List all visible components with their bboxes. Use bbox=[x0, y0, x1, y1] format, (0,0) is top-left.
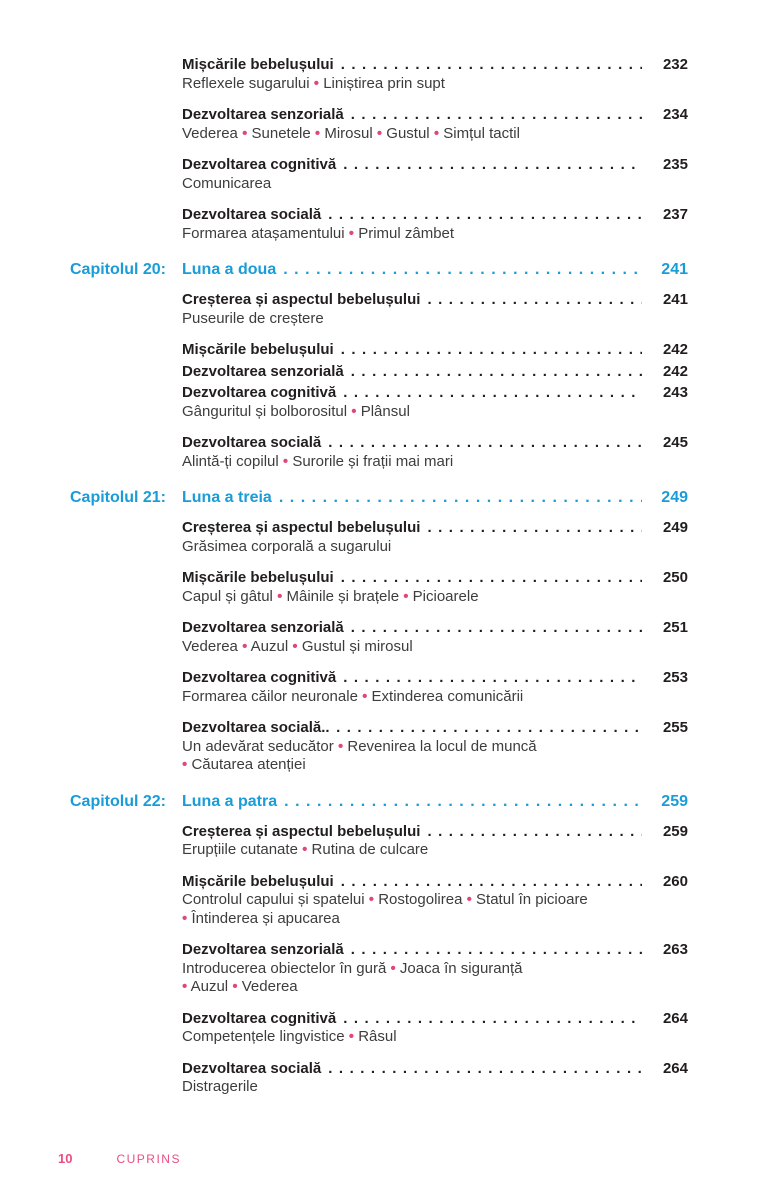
toc-entry bbox=[182, 823, 688, 860]
leader-dots bbox=[427, 823, 642, 842]
leader-dots bbox=[328, 434, 642, 453]
subtitle-text: Vederea bbox=[182, 124, 238, 142]
toc-entry bbox=[182, 291, 688, 328]
chapter-heading bbox=[70, 792, 688, 812]
entry-page-number: 251 bbox=[662, 619, 688, 636]
toc-entry bbox=[182, 569, 688, 606]
toc-entry-row bbox=[182, 341, 688, 360]
chapter-label: Capitolul 22: bbox=[70, 792, 167, 810]
subtitle-bullet-icon: • bbox=[433, 124, 440, 142]
toc-section bbox=[70, 488, 688, 775]
toc bbox=[70, 56, 688, 1110]
toc-entry-row bbox=[182, 56, 688, 75]
chapter-title: Luna a patra bbox=[182, 792, 278, 810]
subtitle-bullet-icon: • bbox=[313, 74, 320, 92]
leader-dots bbox=[427, 291, 642, 310]
entry-page-number: 255 bbox=[662, 719, 688, 736]
chapter-page-number: 241 bbox=[661, 261, 688, 278]
toc-entry bbox=[182, 669, 688, 706]
subtitle-text: Puseurile de creștere bbox=[182, 309, 324, 327]
toc-entry bbox=[182, 384, 688, 421]
subtitle-text: Auzul bbox=[190, 978, 229, 995]
toc-entry-row bbox=[182, 1060, 688, 1079]
subtitle-text: Capul și gâtul bbox=[182, 587, 273, 605]
entry-title: Dezvoltarea senzorială bbox=[182, 362, 344, 380]
toc-entry-row bbox=[182, 106, 688, 125]
subtitle-text: Extinderea comunicării bbox=[371, 687, 524, 705]
entry-subtitle-line bbox=[182, 841, 688, 860]
entry-title: Creșterea și aspectul bebelușului bbox=[182, 519, 421, 536]
subtitle-text: Vederea bbox=[182, 637, 238, 655]
subtitle-text: Comunicarea bbox=[182, 174, 272, 192]
subtitle-text: Reflexele sugarului bbox=[182, 74, 310, 92]
subtitle-bullet-icon: • bbox=[242, 637, 248, 655]
leader-dots bbox=[341, 873, 642, 892]
entry-page-number: 237 bbox=[662, 206, 688, 223]
chapter-label: Capitolul 21: bbox=[70, 489, 167, 506]
entry-page-number: 241 bbox=[662, 291, 688, 308]
toc-entry-row bbox=[182, 941, 688, 960]
entry-page-number: 259 bbox=[662, 822, 688, 840]
entry-subtitle-line bbox=[182, 1078, 688, 1097]
entry-page-number: 263 bbox=[662, 941, 688, 958]
entry-subtitle-line bbox=[182, 960, 688, 979]
subtitle-text: Plânsul bbox=[360, 402, 410, 420]
leader-dots bbox=[328, 1060, 642, 1079]
chapter-heading bbox=[70, 488, 688, 508]
toc-entry-row bbox=[182, 1010, 688, 1029]
subtitle-bullet-icon: • bbox=[182, 978, 188, 995]
toc-entry bbox=[182, 56, 688, 93]
subtitle-bullet-icon: • bbox=[466, 891, 472, 908]
chapter-heading bbox=[70, 260, 688, 280]
subtitle-text: Grăsimea corporală a sugarului bbox=[182, 537, 392, 555]
entry-subtitle-line bbox=[182, 310, 688, 329]
leader-dots bbox=[351, 363, 642, 382]
entry-subtitle-line bbox=[182, 910, 688, 929]
toc-entry bbox=[182, 341, 688, 360]
toc-entry-row bbox=[182, 719, 688, 738]
chapter-page-number: 259 bbox=[661, 792, 688, 810]
entry-page-number: 249 bbox=[662, 519, 688, 536]
toc-entry bbox=[182, 519, 688, 556]
subtitle-text: Formarea căilor neuronale bbox=[182, 687, 358, 705]
entry-page-number: 260 bbox=[662, 872, 688, 890]
chapter-title: Luna a treia bbox=[182, 489, 272, 506]
entry-page-number: 245 bbox=[662, 434, 688, 451]
subtitle-text: Gustul bbox=[386, 124, 430, 142]
entry-title: Mișcările bebelușului bbox=[182, 872, 334, 890]
subtitle-text: Primul zâmbet bbox=[358, 224, 455, 242]
subtitle-text: Rostogolirea bbox=[378, 891, 463, 908]
leader-dots bbox=[283, 260, 642, 280]
toc-section bbox=[182, 56, 688, 243]
leader-dots bbox=[351, 619, 642, 638]
subtitle-bullet-icon: • bbox=[376, 124, 383, 142]
subtitle-bullet-icon: • bbox=[390, 959, 396, 977]
subtitle-text: Formarea atașamentului bbox=[182, 224, 345, 242]
leader-dots bbox=[351, 941, 642, 960]
leader-dots bbox=[351, 106, 642, 125]
entry-title: Dezvoltarea cognitivă bbox=[182, 384, 337, 401]
toc-entry-row bbox=[182, 156, 688, 175]
subtitle-text: Controlul capului și spatelui bbox=[182, 891, 365, 908]
entry-subtitle-line bbox=[182, 588, 688, 607]
entry-page-number: 264 bbox=[662, 1009, 688, 1027]
toc-entry bbox=[182, 363, 688, 382]
subtitle-bullet-icon: • bbox=[182, 909, 188, 927]
toc-entry-row bbox=[182, 873, 688, 892]
subtitle-text: Un adevărat seducător bbox=[182, 737, 334, 755]
entry-title: Mișcările bebelușului bbox=[182, 341, 334, 358]
toc-entry bbox=[182, 106, 688, 143]
entry-subtitle-line bbox=[182, 403, 688, 422]
entry-subtitle-line bbox=[182, 891, 688, 910]
subtitle-bullet-icon: • bbox=[182, 756, 188, 773]
entry-subtitle-line bbox=[182, 125, 688, 144]
subtitle-bullet-icon: • bbox=[362, 687, 368, 705]
entry-title: Dezvoltarea senzorială bbox=[182, 619, 344, 636]
footer-page-number: 10 bbox=[58, 1151, 73, 1166]
subtitle-text: Vederea bbox=[241, 978, 298, 995]
leader-dots bbox=[279, 488, 642, 508]
leader-dots bbox=[343, 156, 642, 175]
toc-entry-row bbox=[182, 569, 688, 588]
subtitle-text: Surorile și frații mai mari bbox=[292, 452, 454, 470]
entry-subtitle-line bbox=[182, 453, 688, 472]
entry-subtitle-line bbox=[182, 978, 688, 997]
entry-page-number: 242 bbox=[662, 362, 688, 380]
page-footer bbox=[58, 1151, 181, 1166]
entry-title: Creșterea și aspectul bebelușului bbox=[182, 822, 421, 840]
toc-entry-row bbox=[182, 206, 688, 225]
toc-entry bbox=[182, 719, 688, 775]
subtitle-bullet-icon: • bbox=[232, 978, 238, 995]
toc-entry bbox=[182, 206, 688, 243]
entry-subtitle-line bbox=[182, 225, 688, 244]
subtitle-bullet-icon: • bbox=[337, 737, 344, 755]
subtitle-text: Simțul tactil bbox=[443, 124, 520, 142]
toc-entry-row bbox=[182, 363, 688, 382]
subtitle-text: Căutarea atenției bbox=[191, 756, 306, 773]
subtitle-bullet-icon: • bbox=[351, 402, 357, 420]
subtitle-bullet-icon: • bbox=[348, 224, 355, 242]
subtitle-bullet-icon: • bbox=[277, 587, 283, 605]
subtitle-bullet-icon: • bbox=[314, 124, 321, 142]
subtitle-text: Mâinile și brațele bbox=[286, 587, 400, 605]
subtitle-text: Alintă-ți copilul bbox=[182, 452, 279, 470]
entry-subtitle-line bbox=[182, 688, 688, 707]
subtitle-text: Rutina de culcare bbox=[311, 841, 429, 858]
entry-subtitle-line bbox=[182, 738, 688, 757]
entry-title: Mișcările bebelușului bbox=[182, 569, 334, 586]
subtitle-text: Revenirea la locul de muncă bbox=[347, 737, 537, 755]
entry-page-number: 243 bbox=[662, 384, 688, 401]
leader-dots bbox=[325, 719, 642, 738]
subtitle-text: Joaca în siguranță bbox=[399, 959, 523, 977]
leader-dots bbox=[328, 206, 642, 225]
subtitle-bullet-icon: • bbox=[368, 891, 375, 908]
subtitle-bullet-icon: • bbox=[282, 452, 289, 470]
subtitle-text: Competențele lingvistice bbox=[182, 1028, 345, 1045]
subtitle-text: Introducerea obiectelor în gură bbox=[182, 959, 387, 977]
toc-entry-row bbox=[182, 669, 688, 688]
subtitle-text: Statul în picioare bbox=[476, 891, 588, 908]
subtitle-bullet-icon: • bbox=[348, 1028, 355, 1045]
toc-entry-row bbox=[182, 619, 688, 638]
toc-entry bbox=[182, 1060, 688, 1097]
entry-subtitle-line bbox=[182, 1028, 688, 1047]
toc-entry bbox=[182, 873, 688, 929]
leader-dots bbox=[341, 341, 642, 360]
subtitle-text: Auzul bbox=[250, 637, 289, 655]
toc-entry bbox=[182, 941, 688, 997]
entry-title: Creșterea și aspectul bebelușului bbox=[182, 291, 421, 308]
entry-title: Dezvoltarea senzorială bbox=[182, 106, 344, 123]
leader-dots bbox=[343, 669, 642, 688]
entry-subtitle-line bbox=[182, 175, 688, 194]
leader-dots bbox=[343, 1010, 642, 1029]
entry-page-number: 235 bbox=[662, 156, 688, 173]
toc-entry bbox=[182, 1010, 688, 1047]
toc-entry bbox=[182, 434, 688, 471]
toc-entry bbox=[182, 156, 688, 193]
toc-entry-row bbox=[182, 519, 688, 538]
entry-title: Dezvoltarea senzorială bbox=[182, 941, 344, 958]
leader-dots bbox=[343, 384, 642, 403]
subtitle-text: Sunetele bbox=[251, 124, 311, 142]
leader-dots bbox=[427, 519, 642, 538]
subtitle-text: Liniștirea prin supt bbox=[323, 74, 445, 92]
toc-entry bbox=[182, 619, 688, 656]
subtitle-bullet-icon: • bbox=[403, 587, 409, 605]
toc-entry-row bbox=[182, 384, 688, 403]
leader-dots bbox=[341, 569, 642, 588]
chapter-page-number: 249 bbox=[661, 489, 688, 506]
entry-title: Dezvoltarea socială bbox=[182, 1059, 322, 1077]
entry-page-number: 264 bbox=[662, 1059, 688, 1077]
entry-title: Dezvoltarea socială bbox=[182, 434, 322, 451]
toc-section bbox=[70, 260, 688, 471]
subtitle-text: Distragerile bbox=[182, 1078, 258, 1095]
toc-entry-row bbox=[182, 291, 688, 310]
chapter-title: Luna a doua bbox=[182, 261, 277, 278]
entry-title: Dezvoltarea cognitivă bbox=[182, 1009, 337, 1027]
subtitle-text: Gânguritul și bolborositul bbox=[182, 402, 348, 420]
entry-subtitle-line bbox=[182, 638, 688, 657]
toc-entry-row bbox=[182, 434, 688, 453]
leader-dots bbox=[284, 792, 642, 812]
entry-subtitle-line bbox=[182, 538, 688, 557]
leader-dots bbox=[341, 56, 642, 75]
entry-page-number: 253 bbox=[662, 669, 688, 686]
subtitle-text: Întinderea și apucarea bbox=[191, 909, 340, 927]
subtitle-text: Mirosul bbox=[324, 124, 373, 142]
footer-section-label: CUPRINS bbox=[116, 1152, 181, 1166]
toc-entry-row bbox=[182, 823, 688, 842]
entry-title: Dezvoltarea cognitivă bbox=[182, 156, 337, 173]
entry-page-number: 234 bbox=[662, 106, 688, 123]
toc-section bbox=[70, 792, 688, 1097]
subtitle-text: Picioarele bbox=[412, 587, 479, 605]
subtitle-bullet-icon: • bbox=[292, 637, 298, 655]
subtitle-text: Gustul și mirosul bbox=[301, 637, 413, 655]
entry-page-number: 250 bbox=[662, 569, 688, 586]
chapter-label: Capitolul 20: bbox=[70, 261, 167, 278]
entry-page-number: 242 bbox=[662, 341, 688, 358]
entry-page-number: 232 bbox=[662, 56, 688, 73]
subtitle-text: Erupțiile cutanate bbox=[182, 841, 298, 858]
entry-title: Dezvoltarea cognitivă bbox=[182, 669, 337, 686]
subtitle-text: Râsul bbox=[358, 1028, 397, 1045]
entry-title: Dezvoltarea socială bbox=[182, 206, 322, 223]
subtitle-bullet-icon: • bbox=[302, 841, 308, 858]
entry-subtitle-line bbox=[182, 75, 688, 94]
subtitle-bullet-icon: • bbox=[242, 124, 248, 142]
entry-subtitle-line bbox=[182, 756, 688, 775]
entry-title: Dezvoltarea socială. bbox=[182, 719, 326, 736]
entry-title: Mișcările bebelușului bbox=[182, 56, 334, 73]
